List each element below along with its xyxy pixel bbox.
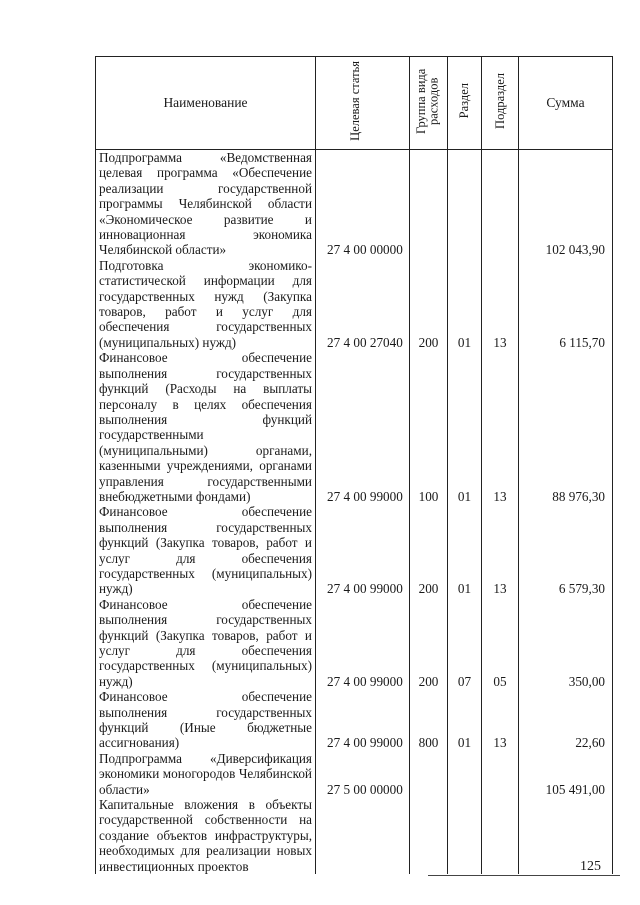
row-name: Капитальные вложения в объекты государственной собственности на создание объектов инфраструктуры, необходимых для реализации новых инвестиционных проектов bbox=[96, 797, 316, 874]
row-name: Финансовое обеспечение выполнения государственных функций (Расходы на выплаты персоналу в целях обеспечения выполнения функций государственными (муниципальными) органами, казенными учреждениями, органами управления государственными внебюджетными фондами) bbox=[96, 350, 316, 504]
table-row bbox=[96, 504, 613, 596]
row-group bbox=[410, 150, 448, 258]
table-row bbox=[96, 689, 613, 751]
budget-table bbox=[95, 56, 613, 874]
header-expense-group: Группа вида расходов bbox=[410, 57, 448, 150]
row-group: 100 bbox=[410, 350, 448, 504]
header-amount: Сумма bbox=[519, 57, 613, 150]
header-name: Наименование bbox=[96, 57, 316, 150]
row-group: 200 bbox=[410, 258, 448, 350]
row-code: 27 4 00 99000 bbox=[316, 689, 410, 751]
row-code: 27 4 00 00000 bbox=[316, 150, 410, 258]
row-group bbox=[410, 751, 448, 797]
row-section: 01 bbox=[448, 689, 482, 751]
row-subsection: 05 bbox=[482, 597, 519, 689]
row-subsection: 13 bbox=[482, 350, 519, 504]
row-code: 27 5 00 00000 bbox=[316, 751, 410, 797]
row-amount: 102 043,90 bbox=[519, 150, 613, 258]
row-code: 27 4 00 99000 bbox=[316, 350, 410, 504]
table-row bbox=[96, 797, 613, 874]
row-group: 200 bbox=[410, 597, 448, 689]
row-code: 27 4 00 99000 bbox=[316, 597, 410, 689]
row-code bbox=[316, 797, 410, 874]
row-amount: 6 579,30 bbox=[519, 504, 613, 596]
row-name: Подготовка экономико-статистической информации для государственных нужд (Закупка товаров, работ и услуг для обеспечения государственных (муниципальных) нужд) bbox=[96, 258, 316, 350]
row-section bbox=[448, 797, 482, 874]
row-name: Подпрограмма «Диверсификация экономики моногородов Челябинской области» bbox=[96, 751, 316, 797]
row-subsection: 13 bbox=[482, 689, 519, 751]
row-group: 200 bbox=[410, 504, 448, 596]
footer-rule bbox=[428, 875, 620, 876]
header-target-article: Целевая статья bbox=[316, 57, 410, 150]
row-amount: 6 115,70 bbox=[519, 258, 613, 350]
page-number: 125 bbox=[580, 859, 601, 874]
row-section: 07 bbox=[448, 597, 482, 689]
row-group bbox=[410, 797, 448, 874]
row-name: Финансовое обеспечение выполнения государственных функций (Закупка товаров, работ и услуг для обеспечения государственных (муниципальных) нужд) bbox=[96, 597, 316, 689]
row-group: 800 bbox=[410, 689, 448, 751]
table-row bbox=[96, 597, 613, 689]
row-section bbox=[448, 751, 482, 797]
table-row bbox=[96, 751, 613, 797]
table-row bbox=[96, 258, 613, 350]
table-row bbox=[96, 350, 613, 504]
row-name: Финансовое обеспечение выполнения государственных функций (Иные бюджетные ассигнования) bbox=[96, 689, 316, 751]
row-section: 01 bbox=[448, 350, 482, 504]
row-subsection bbox=[482, 797, 519, 874]
row-amount: 105 491,00 bbox=[519, 751, 613, 797]
row-subsection bbox=[482, 751, 519, 797]
row-code: 27 4 00 27040 bbox=[316, 258, 410, 350]
header-section: Раздел bbox=[448, 57, 482, 150]
row-name: Подпрограмма «Ведомственная целевая программа «Обеспечение реализации государственной программы Челябинской области «Экономическое развитие и инновационная экономика Челябинской области» bbox=[96, 150, 316, 258]
row-subsection: 13 bbox=[482, 504, 519, 596]
table-header-row bbox=[96, 57, 613, 150]
row-section bbox=[448, 150, 482, 258]
row-amount: 350,00 bbox=[519, 597, 613, 689]
row-name: Финансовое обеспечение выполнения государственных функций (Закупка товаров, работ и услуг для обеспечения государственных (муниципальных) нужд) bbox=[96, 504, 316, 596]
header-subsection: Подраздел bbox=[482, 57, 519, 150]
row-section: 01 bbox=[448, 504, 482, 596]
row-section: 01 bbox=[448, 258, 482, 350]
row-subsection bbox=[482, 150, 519, 258]
row-amount: 88 976,30 bbox=[519, 350, 613, 504]
row-code: 27 4 00 99000 bbox=[316, 504, 410, 596]
row-amount: 22,60 bbox=[519, 689, 613, 751]
row-subsection: 13 bbox=[482, 258, 519, 350]
table-row bbox=[96, 150, 613, 258]
